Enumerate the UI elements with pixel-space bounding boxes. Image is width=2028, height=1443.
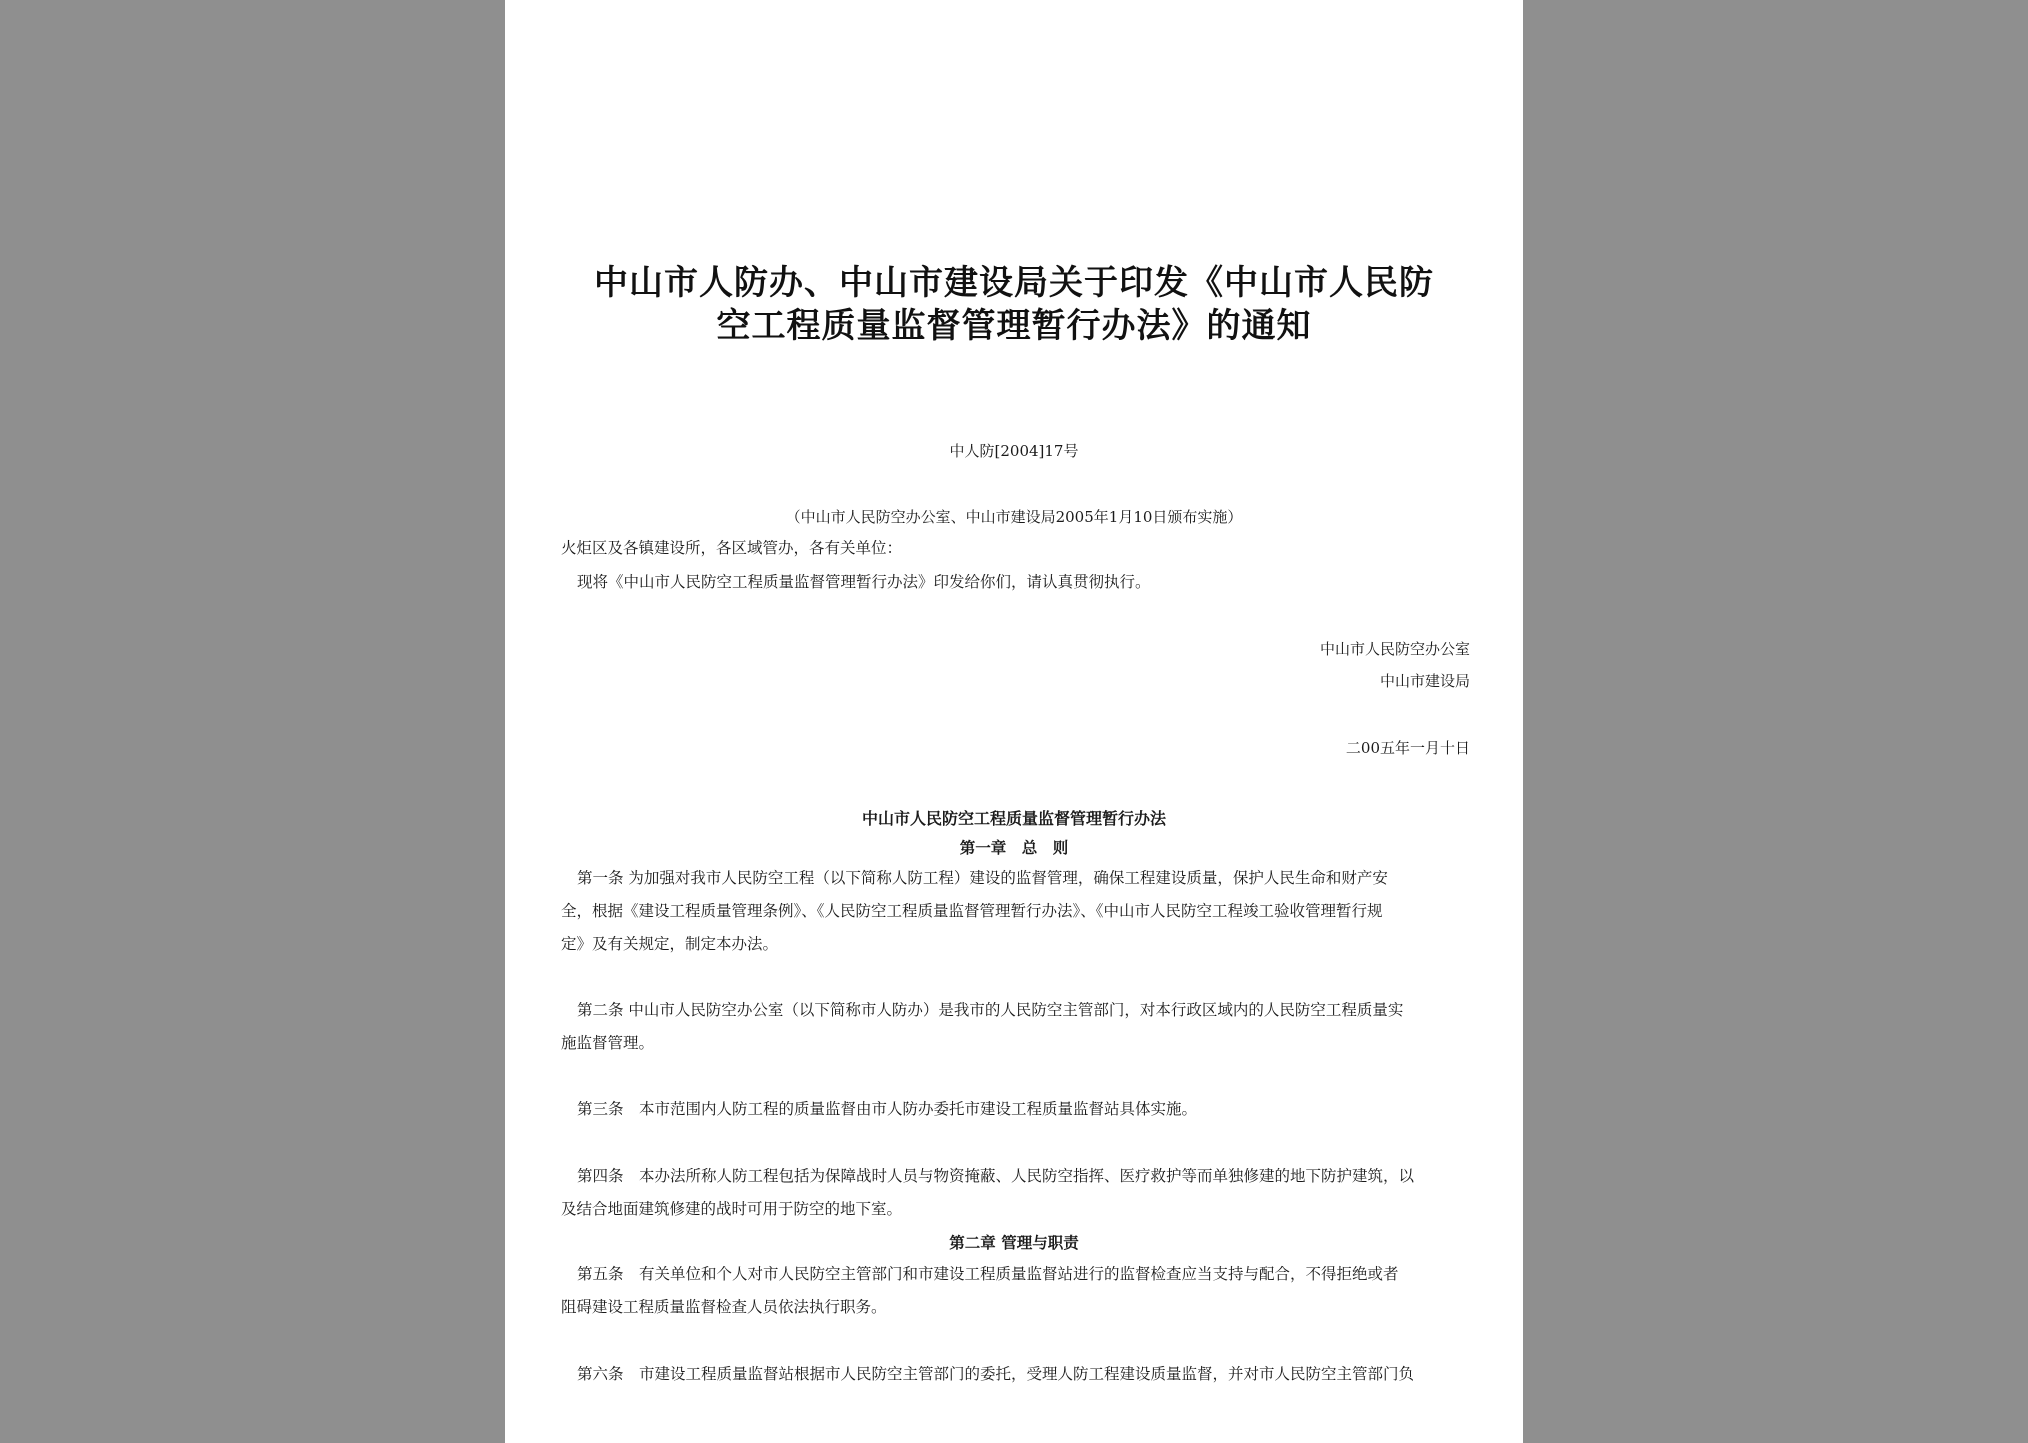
notice-text: 现将《中山市人民防空工程质量监督管理暂行办法》印发给你们，请认真贯彻执行。 [577, 573, 1151, 591]
article-5-line-1: 第五条 有关单位和个人对市人民防空主管部门和市建设工程质量监督站进行的监督检查应当支持与配合，不得拒绝或者 [577, 1265, 1399, 1283]
article-1-line-3: 定》及有关规定，制定本办法。 [561, 935, 779, 953]
chapter-1-heading: 第一章 总 则 [959, 838, 1069, 857]
title-line-2: 空工程质量监督管理暂行办法》的通知 [716, 306, 1312, 346]
issuer-2: 中山市建设局 [1379, 672, 1470, 690]
article-2-line-2: 施监督管理。 [561, 1034, 655, 1052]
article-2-line-1: 第二条 中山市人民防空办公室（以下简称市人防办）是我市的人民防空主管部门，对本行政区域内的人民防空工程质量实 [577, 1001, 1404, 1019]
article-1-line-1: 第一条 为加强对我市人民防空工程（以下简称人防工程）建设的监督管理，确保工程建设质量，保护人民生命和财产安 [577, 869, 1388, 887]
article-3-line-1: 第三条 本市范围内人防工程的质量监督由市人防办委托市建设工程质量监督站具体实施。 [577, 1100, 1198, 1118]
article-4-line-1: 第四条 本办法所称人防工程包括为保障战时人员与物资掩蔽、人民防空指挥、医疗救护等而单独修建的地下防护建筑，以 [577, 1167, 1415, 1185]
document-title [545, 262, 1483, 348]
article-5-line-2: 阻碍建设工程质量监督检查人员依法执行职务。 [561, 1298, 887, 1316]
doc-number: 中人防[2004]17号 [949, 442, 1079, 460]
article-4-line-2: 及结合地面建筑修建的战时可用于防空的地下室。 [561, 1200, 903, 1218]
article-1-line-2: 全，根据《建设工程质量管理条例》、《人民防空工程质量监督管理暂行办法》、《中山市人民防空工程竣工验收管理暂行规 [561, 902, 1383, 920]
document-page [505, 0, 1523, 1443]
issue-note: （中山市人民防空办公室、中山市建设局2005年1月10日颁布实施） [785, 508, 1243, 526]
chapter-2-heading: 第二章 管理与职责 [949, 1233, 1079, 1252]
title-line-1: 中山市人防办、中山市建设局关于印发《中山市人民防 [594, 263, 1434, 303]
addressee: 火炬区及各镇建设所，各区域管办，各有关单位： [561, 539, 903, 557]
issuer-1: 中山市人民防空办公室 [1319, 640, 1470, 658]
issue-date: 二00五年一月十日 [1345, 739, 1470, 757]
article-6-line-1: 第六条 市建设工程质量监督站根据市人民防空主管部门的委托，受理人防工程建设质量监督，并对市人民防空主管部门负 [577, 1365, 1415, 1383]
regulation-title: 中山市人民防空工程质量监督管理暂行办法 [861, 809, 1166, 828]
